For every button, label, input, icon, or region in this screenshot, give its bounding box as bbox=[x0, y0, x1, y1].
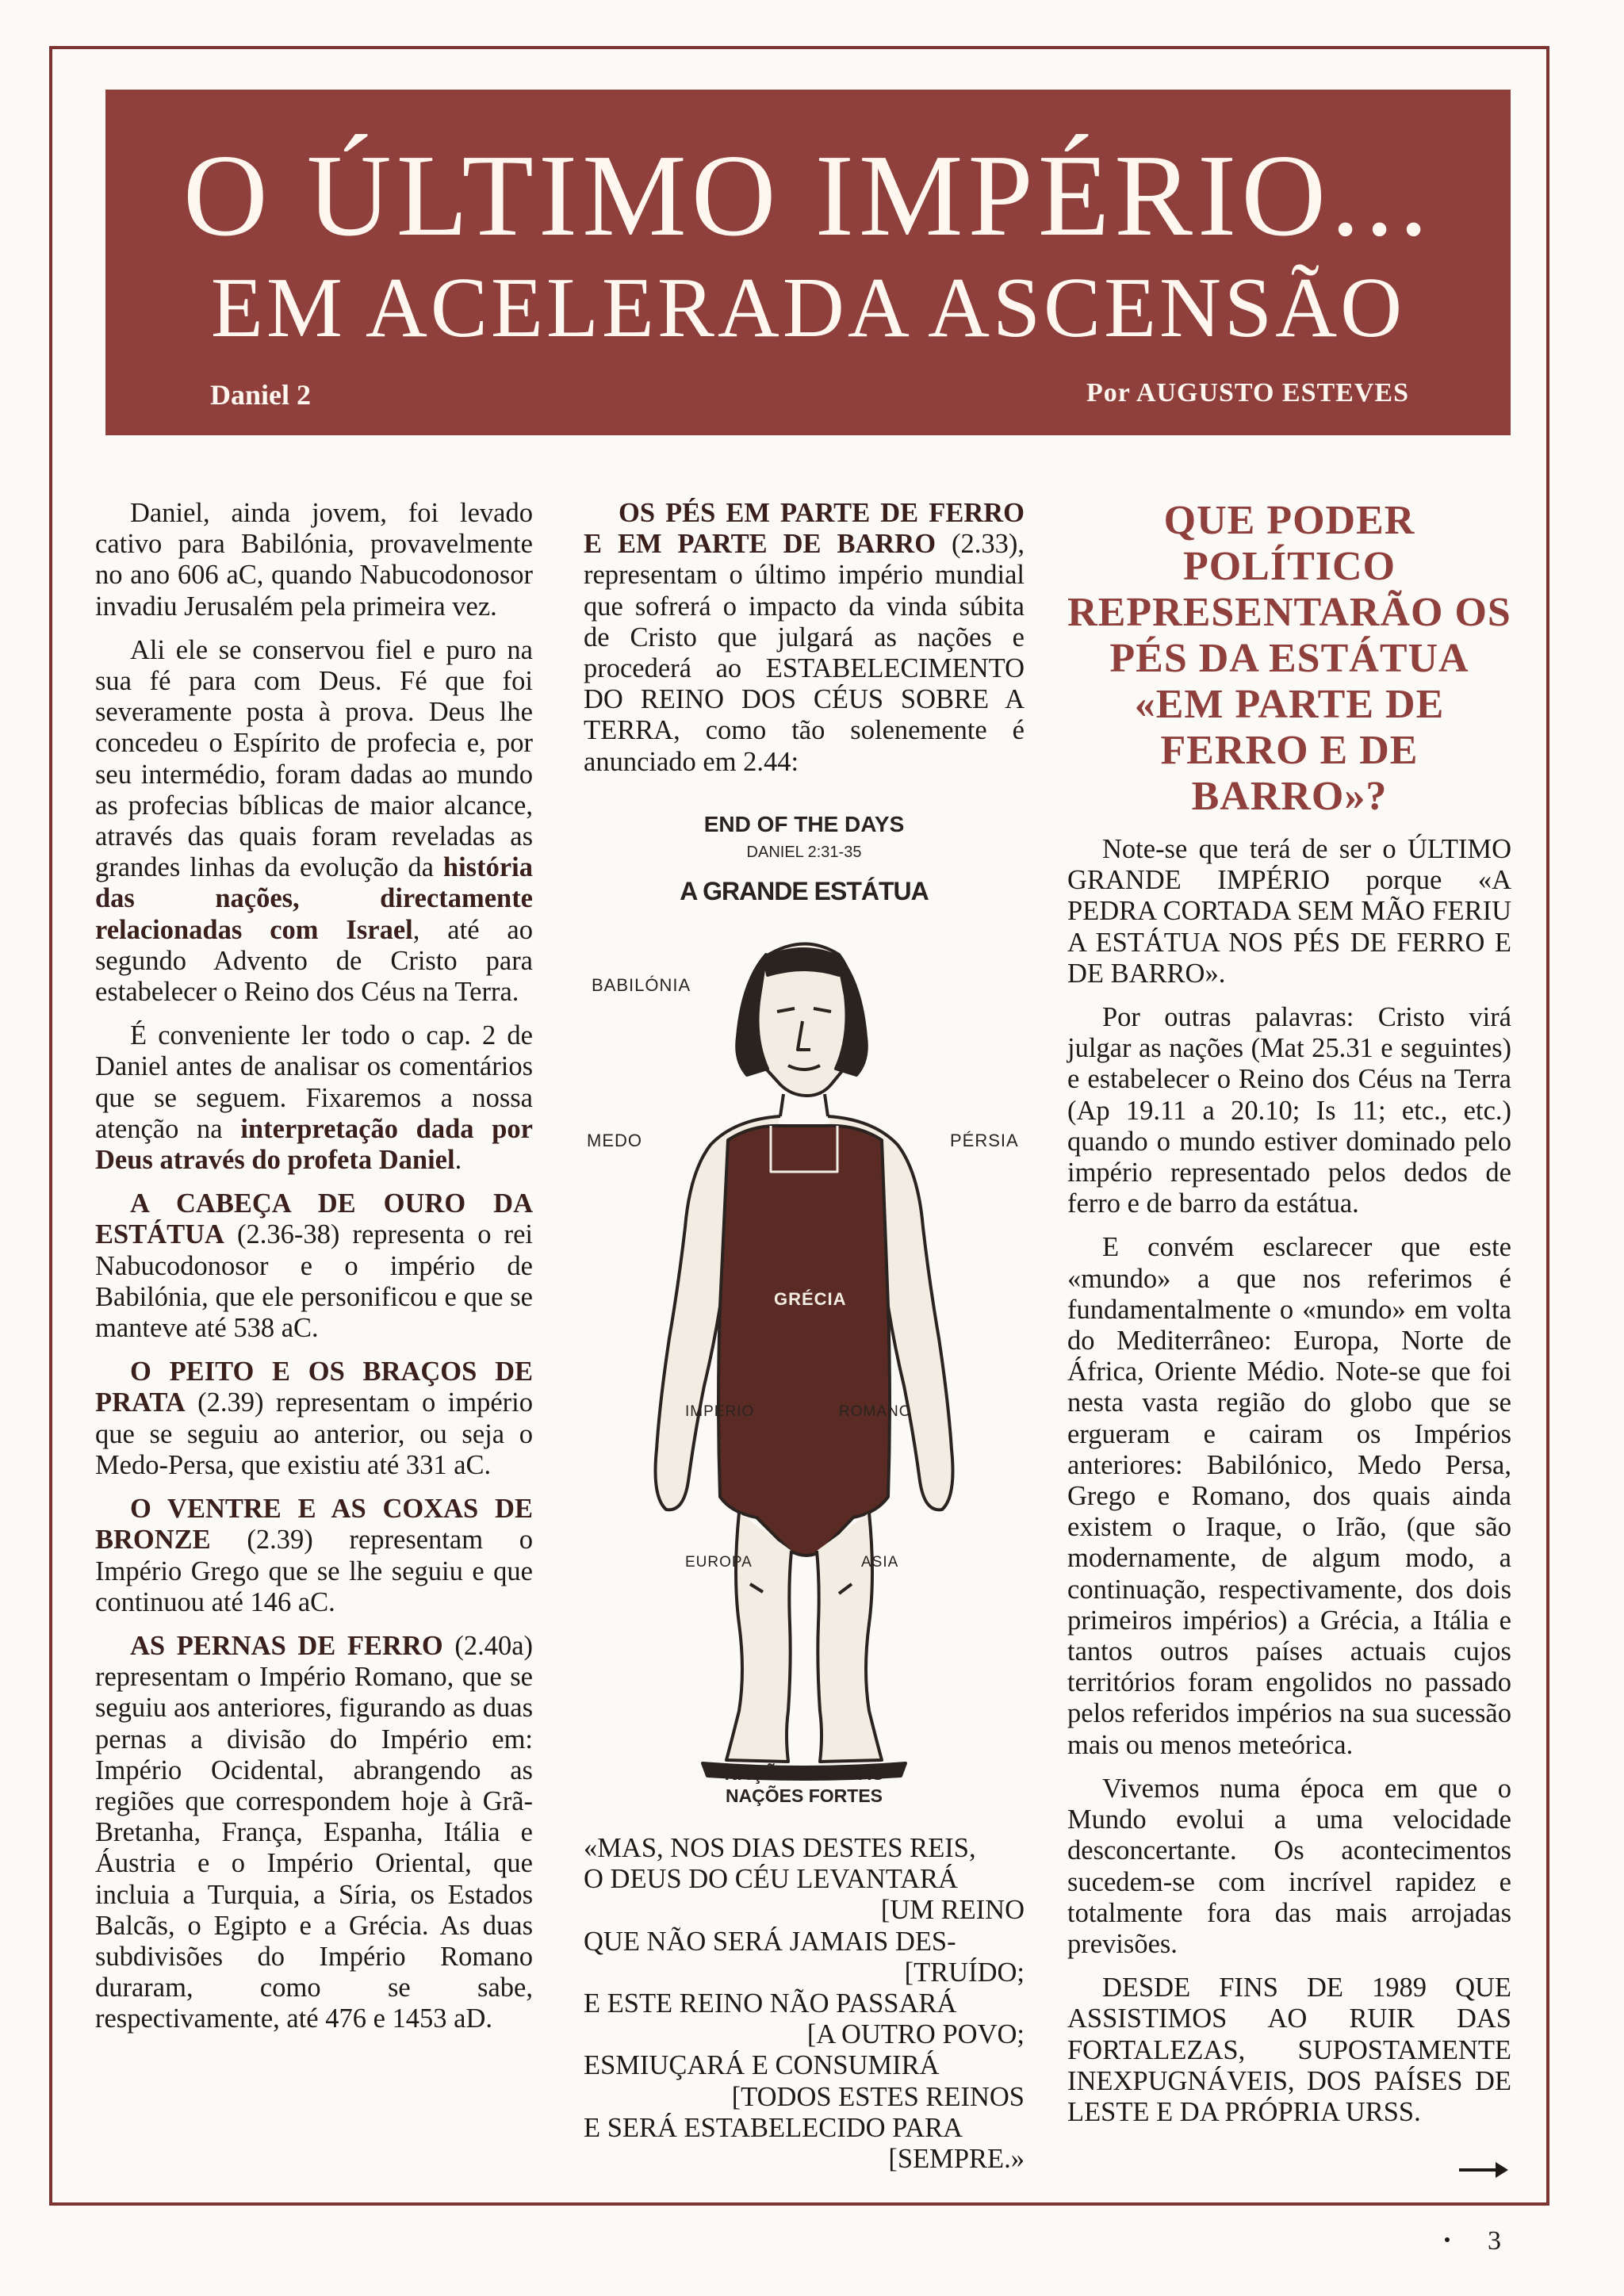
title-banner bbox=[105, 90, 1511, 435]
quote-line: «MAS, NOS DIAS DESTES REIS, bbox=[584, 1833, 976, 1863]
label-strong-nations: NAÇÕES FORTES bbox=[725, 1785, 883, 1806]
column-3 bbox=[1067, 498, 1511, 2141]
page-number: 3 bbox=[1488, 2226, 1501, 2256]
paragraph: O PEITO E OS BRAÇOS DE PRATA (2.39) representam o império que se seguiu ao anterior, ou seja o Medo-Persa, que existiu até 331 aC. bbox=[95, 1357, 533, 1480]
label-romano: ROMANO bbox=[839, 1403, 912, 1420]
quote-line: [A OUTRO POVO; bbox=[806, 2019, 1025, 2050]
label-babilonia: BABILÓNIA bbox=[592, 975, 691, 995]
section-lead: OS PÉS EM PARTE DE FERRO E EM PARTE DE BARRO bbox=[584, 498, 1025, 560]
paragraph: É conveniente ler todo o cap. 2 de Daniel antes de analisar os comentários que se seguem. Fixaremos a nossa atenção na interpretação dada por Deus através do profeta Daniel. bbox=[95, 1020, 533, 1176]
section-lead: O VENTRE E AS COXAS DE BRONZE bbox=[95, 1494, 533, 1556]
quote-line: [TODOS ESTES REINOS bbox=[731, 2081, 1025, 2112]
quote-line: E ESTE REINO NÃO PASSARÁ bbox=[584, 1988, 957, 2019]
page-mark bbox=[1445, 2237, 1450, 2242]
paragraph: Vivemos numa época em que o Mundo evolui a uma velocidade desconcertante. Os acontecimentos sucedem-se com incrível rapidez e totalmente fora das mais arrojadas previsões. bbox=[1067, 1773, 1511, 1959]
section-lead: A CABEÇA DE OURO DA ESTÁTUA bbox=[95, 1188, 533, 1250]
label-grecia: GRÉCIA bbox=[774, 1289, 847, 1309]
label-asia: ASIA bbox=[861, 1554, 899, 1571]
paragraph: AS PERNAS DE FERRO (2.40a) representam o Império Romano, que se seguiu aos anteriores, figurando as duas pernas a divisão do Império em: Império Ocidental, abrangendo as regiões que correspondem hoje à Grã-Bretanha, França, Espanha, Itália e Áustria e o Império Oriental, que incluia a Turquia, a Síria, os Estados Balcãs, o Egipto e a Grécia. As duas subdivisões do Império Romano duraram, como se sabe, respectivamente, até 476 e 1453 aD. bbox=[95, 1630, 534, 2034]
author-byline: Por AUGUSTO ESTEVES bbox=[1086, 378, 1409, 408]
quote-line: QUE NÃO SERÁ JAMAIS DES- bbox=[584, 1926, 956, 1957]
column-heading: QUE PODER POLÍTICO REPRESENTARÃO OS PÉS DA ESTÁTUA «EM PARTE DE FERRO E DE BARRO»? bbox=[1067, 498, 1511, 819]
emphasis: história das nações, directamente relacionadas com Israel bbox=[95, 852, 533, 945]
label-imperio: IMPERIO bbox=[685, 1403, 755, 1420]
figure-heading: END OF THE DAYS bbox=[703, 812, 905, 836]
arrow-right-icon bbox=[1459, 2168, 1503, 2172]
quote-line: O DEUS DO CÉU LEVANTARÁ bbox=[584, 1864, 958, 1895]
quote-line: E SERÁ ESTABELECIDO PARA bbox=[584, 2112, 963, 2143]
column-2 bbox=[584, 498, 1025, 790]
section-lead: O PEITO E OS BRAÇOS DE PRATA bbox=[95, 1357, 533, 1418]
quote-line: [UM REINO bbox=[880, 1895, 1025, 1926]
prophecy-quote bbox=[584, 1825, 1025, 2175]
paragraph: A CABEÇA DE OURO DA ESTÁTUA (2.36-38) representa o rei Nabucodonosor e o império de Babilónia, que ele personificou e que se manteve até 538 aC. bbox=[95, 1188, 533, 1344]
paragraph: O VENTRE E AS COXAS DE BRONZE (2.39) representam o Império Grego que se lhe seguiu e que continuou até 146 aC. bbox=[95, 1494, 533, 1617]
section-lead: AS PERNAS DE FERRO bbox=[130, 1630, 443, 1661]
label-europa: EUROPA bbox=[685, 1554, 753, 1571]
figure-reference: DANIEL 2:31-35 bbox=[746, 844, 862, 861]
paragraph: Ali ele se conservou fiel e puro na sua fé para com Deus. Fé que foi severamente posta à prova. Deus lhe concedeu o Espírito de profecia e, por seu intermédio, foram dadas ao mundo as profecias bíblicas de maior alcance, através das quais foram reveladas as grandes linhas da evolução da história das nações, directamente relacionadas com Israel, até ao segundo Advento de Cristo para estabelecer o Reino dos Céus na Terra. bbox=[95, 634, 533, 1008]
statue-figure bbox=[584, 799, 1025, 1814]
column-1 bbox=[95, 498, 533, 2048]
label-weak-nations: NAÇÕES FRACAS bbox=[724, 1763, 884, 1784]
article-subtitle: EM ACELERADA ASCENSÃO bbox=[210, 261, 1406, 355]
scripture-reference: Daniel 2 bbox=[210, 379, 312, 411]
paragraph: E convém esclarecer que este «mundo» a que nos referimos é fundamentalmente o «mundo» em volta do Mediterrâneo: Europa, Norte de África, Oriente Médio. Note-se que foi nesta vasta região do globo que se ergueram e cairam os Impérios anteriores: Babilónico, Medo Persa, Grego e Romano, dos quais ainda existem o Iraque, o Irão, (que são modernamente, de algum modo, a continuação, respectivamente, dos dois primeiros impérios) a Grécia, a Itália e tantos outros países actuais cujos territórios foram engolidos no passado pelos referidos impérios na sua sucessão mais ou menos meteórica. bbox=[1067, 1232, 1511, 1760]
paragraph: Por outras palavras: Cristo virá julgar as nações (Mat 25.31 e seguintes) e estabelecer o Reino dos Céus na Terra (Ap 19.11 a 20.10; Is 11; etc., etc.) quando o mundo estiver dominado pelo império representado pelos dedos de ferro e de barro da estátua. bbox=[1067, 1002, 1511, 1219]
quote-line: ESMIUÇARÁ E CONSUMIRÁ bbox=[584, 2050, 940, 2081]
article-title: O ÚLTIMO IMPÉRIO... bbox=[182, 131, 1434, 261]
label-persia: PÉRSIA bbox=[950, 1131, 1019, 1150]
figure-title: A GRANDE ESTÁTUA bbox=[680, 877, 929, 905]
paragraph: OS PÉS EM PARTE DE FERRO E EM PARTE DE BARRO (2.33), representam o último império mundial que sofrerá o impacto da vinda súbita de Cristo que julgará as nações e procederá ao ESTABELECIMENTO DO REINO DOS CÉUS SOBRE A TERRA, como tão solenemente é anunciado em 2.44: bbox=[584, 498, 1025, 777]
paragraph: DESDE FINS DE 1989 QUE ASSISTIMOS AO RUIR DAS FORTALEZAS, SUPOSTAMENTE INEXPUGNÁVEIS, DOS PAÍSES DE LESTE E DA PRÓPRIA URSS. bbox=[1067, 1973, 1511, 2127]
quote-lines bbox=[584, 1833, 1025, 2175]
paragraph: Daniel, ainda jovem, foi levado cativo para Babilónia, provavelmente no ano 606 aC, quando Nabucodonosor invadiu Jerusalém pela primeira vez. bbox=[95, 498, 533, 622]
emphasis: interpretação dada por Deus através do profeta Daniel bbox=[95, 1113, 533, 1176]
paragraph: Note-se que terá de ser o ÚLTIMO GRANDE IMPÉRIO porque «A PEDRA CORTADA SEM MÃO FERIU A ESTÁTUA NOS PÉS DE FERRO E DE BARRO». bbox=[1067, 834, 1511, 989]
label-medo: MEDO bbox=[587, 1131, 642, 1150]
quote-line: [SEMPRE.» bbox=[888, 2144, 1025, 2175]
quote-line: [TRUÍDO; bbox=[904, 1957, 1025, 1988]
